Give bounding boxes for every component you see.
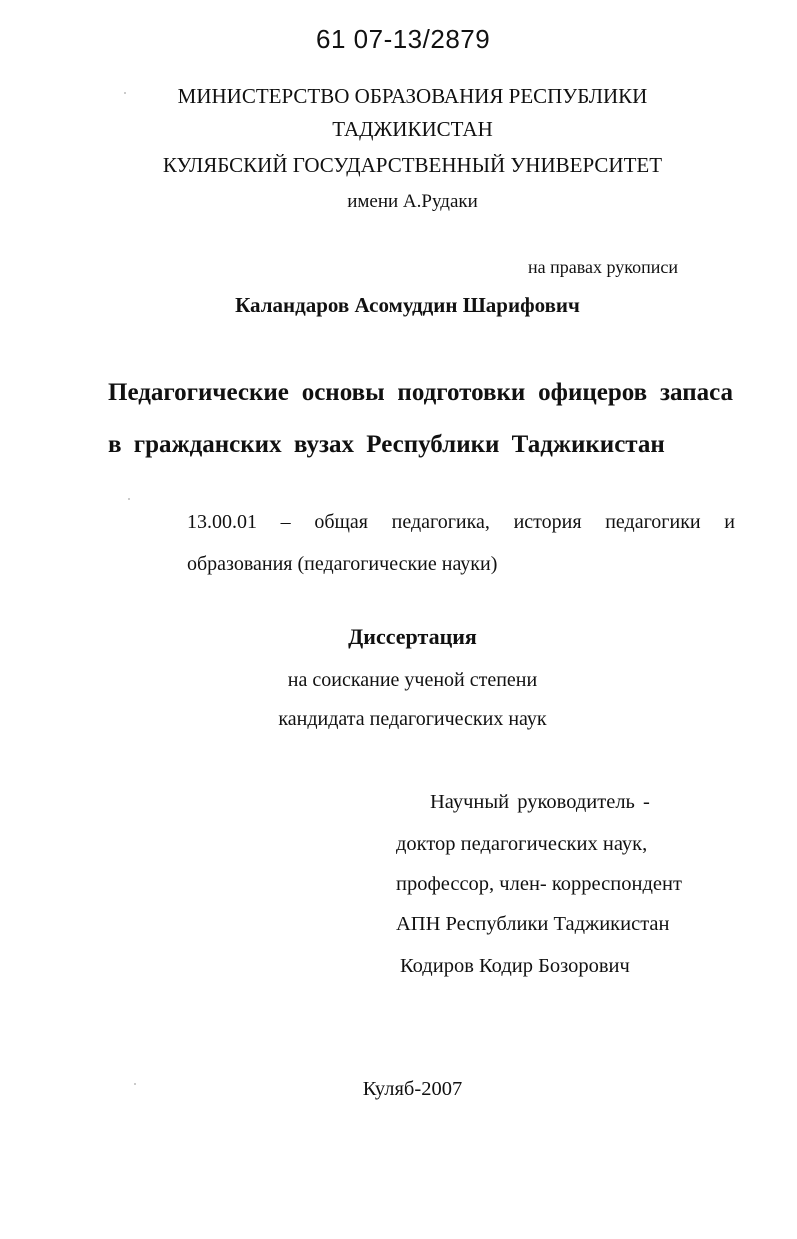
institution-country: ТАДЖИКИСТАН	[332, 117, 493, 141]
scan-speck	[134, 1083, 136, 1085]
supervisor-name: Кодиров Кодир Бозорович	[400, 955, 630, 977]
specialty-line-1: 13.00.01 – общая педагогика, история педагогики и	[187, 511, 735, 533]
supervisor-title: профессор, член- корреспондент	[396, 873, 682, 895]
supervisor-role: Научный руководитель -	[430, 791, 650, 813]
institution-ministry: МИНИСТЕРСТВО ОБРАЗОВАНИЯ РЕСПУБЛИКИ	[177, 84, 648, 108]
title-line-1: Педагогические основы подготовки офицеров запаса	[108, 379, 733, 406]
supervisor-academy: АПН Республики Таджикистан	[396, 913, 670, 935]
specialty-line-2: образования (педагогические науки)	[187, 553, 498, 575]
scan-speck	[124, 92, 126, 94]
institution-university: КУЛЯБСКИЙ ГОСУДАРСТВЕННЫЙ УНИВЕРСИТЕТ	[162, 153, 663, 177]
scan-speck	[128, 498, 130, 500]
archive-code: 61 07-13/2879	[316, 24, 491, 54]
supervisor-degree: доктор педагогических наук,	[396, 833, 648, 855]
degree-line-2: кандидата педагогических наук	[278, 708, 547, 730]
specialty-code	[187, 501, 735, 585]
dissertation-title	[108, 367, 733, 471]
title-line-2: в гражданских вузах Республики Таджикистан	[108, 431, 665, 458]
institution-named-after: имени А.Рудаки	[347, 191, 478, 212]
author-name: Каландаров Асомуддин Шарифович	[235, 293, 580, 317]
degree-line-1: на соискание ученой степени	[287, 669, 538, 691]
city-year: Куляб-2007	[362, 1078, 463, 1100]
document-type: Диссертация	[348, 624, 477, 649]
manuscript-note: на правах рукописи	[528, 257, 678, 277]
